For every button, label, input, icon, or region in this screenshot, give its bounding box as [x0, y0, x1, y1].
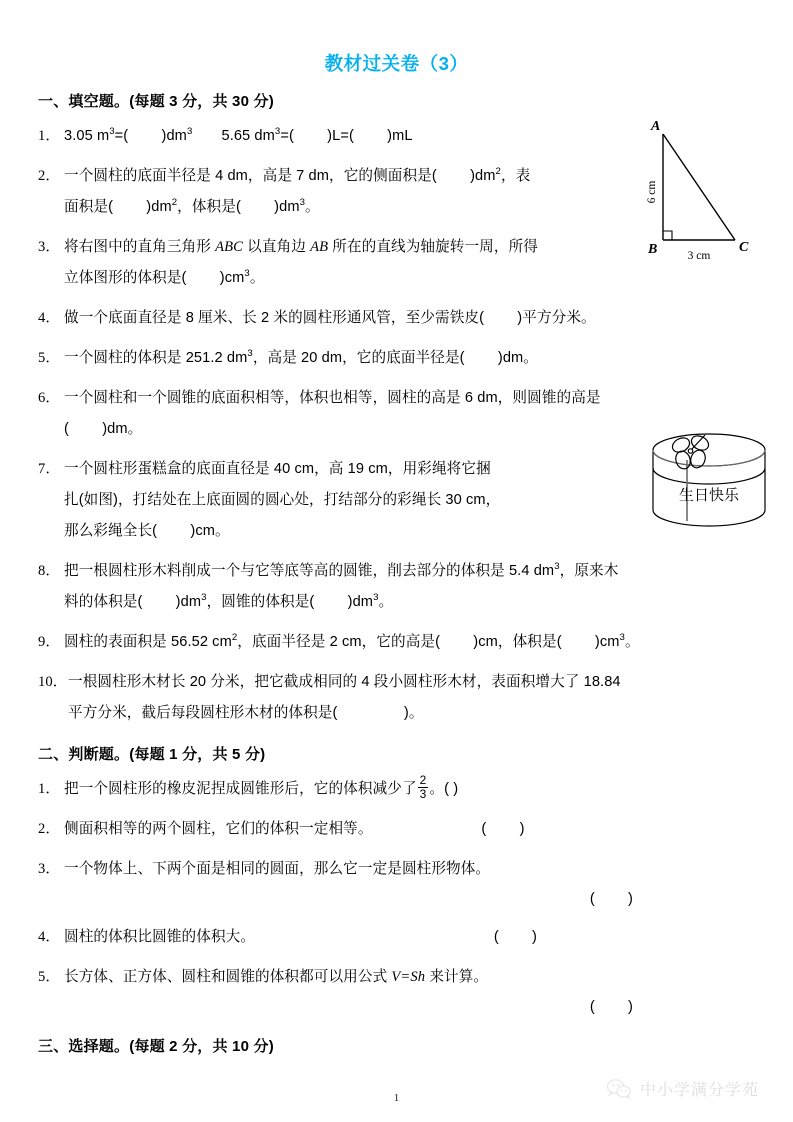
answer-parenthesis[interactable]: ( ) [481, 821, 525, 837]
figure-cake-box [643, 428, 775, 538]
fraction-two-thirds [418, 774, 429, 801]
watermark [606, 1077, 759, 1100]
triangle-height-label: 6 cm [646, 180, 658, 204]
answer-parenthesis[interactable]: ( ) [589, 999, 633, 1015]
question-1-10 [38, 667, 755, 729]
question-text: 一个物体上、下两个面是相同的圆面，那么它一定是圆柱形物体。 [64, 861, 491, 877]
question-text-before: 把一个圆柱形的橡皮泥捏成圆锥形后，它的体积减少了 [64, 781, 417, 797]
question-text: 把一根圆柱形木料削成一个与它等底等高的圆锥，削去部分的体积是 5.4 $dm^3$，原来木 料的体积是( )$dm^3$，圆锥的体积是( )$dm^3$。 [64, 561, 619, 610]
fraction-numerator: 2 [419, 773, 427, 788]
cake-box-label: 生日快乐 [678, 487, 740, 504]
question-text: 圆柱的表面积是 56.52 $cm^2$，底面半径是 2 cm，它的高是( )cm，体积是( )$cm^3$。 [64, 632, 640, 650]
question-text-part-1: 长方体、正方体、圆柱和圆锥的体积都可以用公式 [64, 969, 392, 985]
vertex-label-A: A [651, 119, 661, 134]
question-number: 10． [38, 674, 68, 690]
question-text: 一个圆柱的体积是 251.2 $dm^3$，高是 20 dm，它的底面半径是( )dm。 [64, 348, 538, 366]
question-number: 7． [38, 461, 61, 477]
cake-box-svg [643, 428, 775, 538]
fraction-denominator: 3 [419, 787, 427, 802]
question-number: 4． [38, 310, 61, 326]
question-number: 2． [38, 821, 61, 837]
question-number: 4． [38, 929, 61, 945]
question-number: 1． [38, 781, 61, 797]
vertex-label-B: B [648, 242, 658, 257]
wechat-icon [606, 1078, 632, 1100]
formula-volume: V=Sh [391, 969, 426, 985]
question-text [64, 773, 459, 802]
section-heading-fill-in-blank: 一、填空题。(每题 3 分，共 30 分) [38, 93, 274, 110]
right-triangle-svg [615, 112, 765, 277]
question-number: 3． [38, 861, 61, 877]
page-number: 1 [393, 1092, 400, 1104]
watermark-text: 中小学满分学苑 [639, 1082, 759, 1099]
section-heading-true-false: 二、判断题。(每题 1 分，共 5 分) [38, 746, 266, 763]
question-number: 6． [38, 390, 61, 406]
vertex-label-C: C [739, 240, 749, 255]
question-1-4 [38, 303, 755, 334]
question-text-part-3: 来计算。 [425, 969, 489, 985]
question-text [64, 969, 488, 985]
question-1-5 [38, 343, 755, 374]
page-title: 教材过关卷（3） [324, 53, 469, 74]
question-2-2 [38, 814, 755, 845]
triangle-base-label: 3 cm [687, 250, 711, 262]
question-text: 一个圆柱形蛋糕盒的底面直径是 40 cm，高 19 cm，用彩绳将它捆 扎(如图)，打结处在上底面圆的圆心处，打结部分的彩绳长 30 cm， 那么彩绳全长( )cm。 [64, 461, 501, 539]
question-number: 3． [38, 239, 61, 255]
question-text: 做一个底面直径是 8 厘米、长 2 米的圆柱形通风管，至少需铁皮( )平方分米。 [64, 310, 596, 326]
question-2-4 [38, 922, 755, 953]
question-number: 8． [38, 563, 61, 579]
question-text: 3.05 $m^3=$( )$dm^3$ 5.65 $dm^3=$( )L=( )mL [64, 126, 413, 144]
question-2-5 [38, 962, 755, 1021]
question-text: 侧面积相等的两个圆柱，它们的体积一定相等。 [64, 821, 373, 837]
question-text: 一个圆柱和一个圆锥的底面积相等，体积也相等，圆柱的高是 6 dm，则圆锥的高是 ( )dm。 [64, 390, 601, 437]
question-text: 一根圆柱形木材长 20 分米，把它截成相同的 4 段小圆柱形木材，表面积增大了 18.84 平方分米，截后每段圆柱形木材的体积是( )。 [68, 674, 621, 721]
question-number: 9． [38, 634, 61, 650]
question-1-8 [38, 556, 755, 618]
question-text: 一个圆柱的底面半径是 4 dm，高是 7 dm，它的侧面积是( )$dm^2$，表 面积是( )$dm^2$，体积是( )$dm^3$。 [64, 166, 531, 215]
figure-right-triangle [615, 112, 765, 277]
section-heading-multiple-choice: 三、选择题。(每题 2 分，共 10 分) [38, 1038, 274, 1055]
question-text-after: 。( ) [429, 781, 459, 797]
question-number: 1． [38, 128, 61, 144]
question-2-3 [38, 854, 755, 913]
question-text: 将右图中的直角三角形 ABC 以直角边 AB 所在的直线为轴旋转一周，所得 立体图形的体积是( )$cm^3$。 [64, 239, 538, 286]
answer-parenthesis[interactable]: ( ) [589, 891, 633, 907]
question-number: 5． [38, 350, 61, 366]
question-text: 圆柱的体积比圆锥的体积大。 [64, 929, 256, 945]
question-number: 2． [38, 168, 61, 184]
answer-parenthesis[interactable]: ( ) [493, 929, 538, 945]
question-number: 5． [38, 969, 61, 985]
question-1-9 [38, 627, 755, 658]
question-2-1 [38, 774, 755, 805]
